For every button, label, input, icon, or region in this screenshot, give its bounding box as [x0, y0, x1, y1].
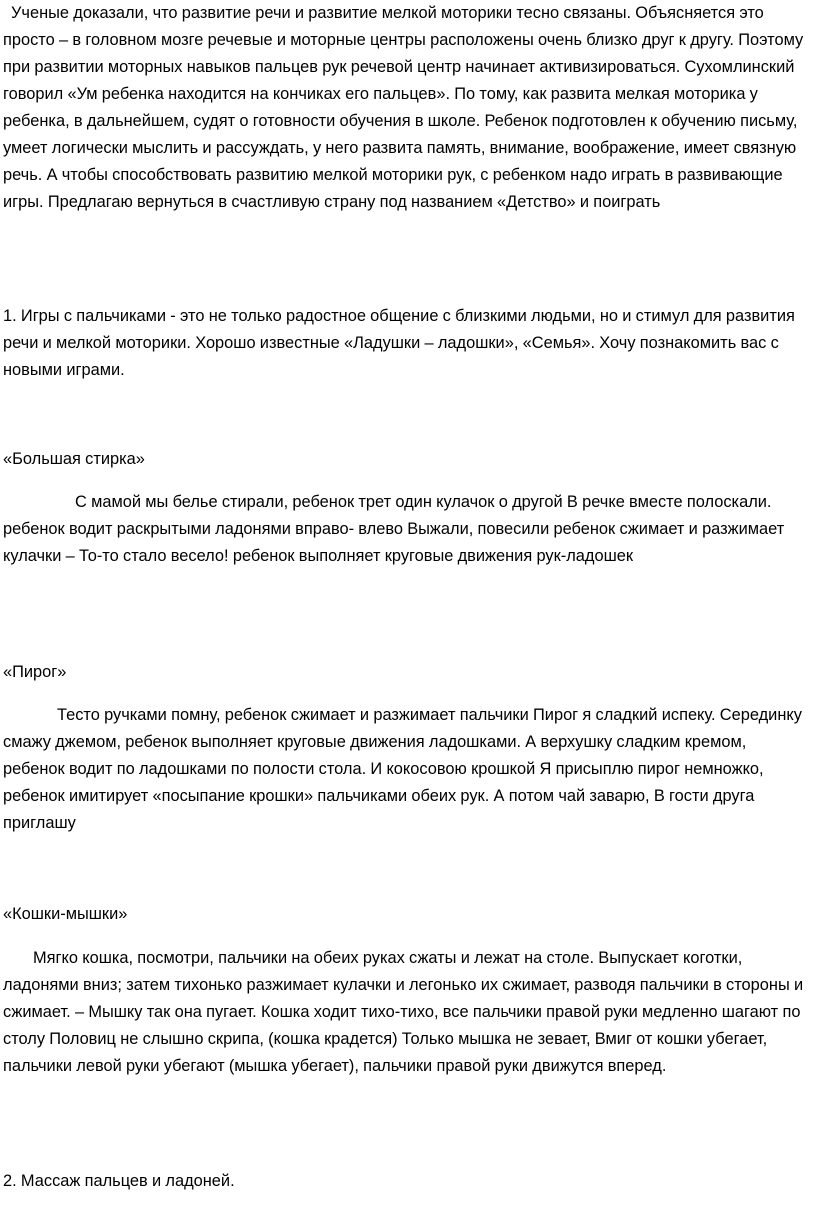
section-1-paragraph: 1. Игры с пальчиками - это не только радостное общение с близкими людьми, но и стимул для развития речи и мелкой моторики. Хорошо известные «Ладушки – ладошки», «Семья». Хочу познакомить вас с новыми играми.	[3, 307, 795, 379]
game-title-pie: «Пирог»	[3, 663, 67, 681]
game-text-cats-mice: Мягко кошка, посмотри, пальчики на обеих руках сжаты и лежат на столе. Выпускает коготки, ладонями вниз; затем тихонько разжимает кулачки и легонько их сжимает, разводя пальчики в стороны и сжимает. – Мышку так она пугает. Кошка ходит тихо-тихо, все пальчики правой руки медленно шагают по столу Половиц не слышно скрипа, (кошка крадется) Только мышка не зевает, Вмиг от кошки убегает, пальчики левой руки убегают (мышка убегает), пальчики правой руки движутся вперед.	[3, 949, 804, 1075]
game-text-pie: Тесто ручками помну, ребенок сжимает и разжимает пальчики Пирог я сладкий испеку. Серединку смажу джемом, ребенок выполняет круговые движения ладошками. А верхушку сладким кремом, ребенок водит по ладошками по полости стола. И кокосовою крошкой Я присыплю пирог немножко, ребенок имитирует «посыпание крошки» пальчиками обеих рук. А потом чай заварю, В гости друга приглашу	[3, 706, 802, 832]
game-text-big-wash: С мамой мы белье стирали, ребенок трет один кулачок о другой В речке вместе полоскали. ребенок водит раскрытыми ладонями вправо- влево Выжали, повесили ребенок сжимает и разжимает кулачки – То-то стало весело! ребенок выполняет круговые движения рук-ладошек	[3, 493, 785, 565]
section-2-heading: 2. Массаж пальцев и ладоней.	[3, 1172, 235, 1190]
game-title-cats-mice: «Кошки-мышки»	[3, 905, 128, 923]
intro-paragraph: Ученые доказали, что развитие речи и развитие мелкой моторики тесно связаны. Объясняется это просто – в головном мозге речевые и моторные центры расположены очень близко друг к другу. Поэтому при развитии моторных навыков пальцев рук речевой центр начинает активизироваться. Сухомлинский говорил «Ум ребенка находится на кончиках его пальцев». По тому, как развита мелкая моторика у ребенка, в дальнейшем, судят о готовности обучения в школе. Ребенок подготовлен к обучению письму, умеет логически мыслить и рассуждать, у него развита память, внимание, воображение, имеет связную речь. А чтобы способствовать развитию мелкой моторики рук, с ребенком надо играть в развивающие игры. Предлагаю вернуться в счастливую страну под названием «Детство» и поиграть	[3, 4, 804, 211]
game-title-big-wash: «Большая стирка»	[3, 450, 145, 468]
